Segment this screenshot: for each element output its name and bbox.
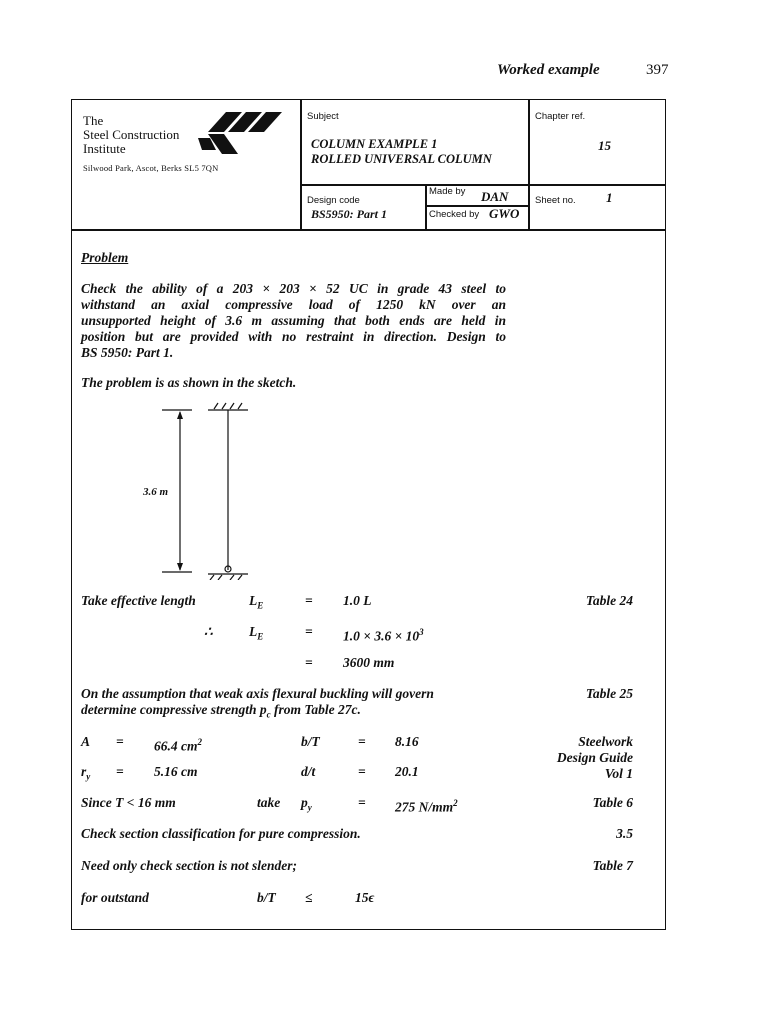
subject-line: COLUMN EXAMPLE 1: [311, 137, 438, 151]
subscript: y: [86, 771, 91, 782]
dt-value: 20.1: [395, 764, 419, 779]
institute-address: Silwood Park, Ascot, Berks SL5 7QN: [83, 163, 219, 173]
design-code-value: BS5950: Part 1: [311, 207, 388, 221]
divider: [300, 184, 666, 186]
symbol: p: [301, 795, 308, 810]
symbol: L: [249, 593, 258, 608]
a-value: [154, 734, 202, 755]
therefore-symbol: ∴: [204, 624, 213, 639]
effective-length-value-1: 1.0 L: [343, 593, 372, 608]
chapter-value: 15: [598, 138, 611, 153]
sheet-value: 1: [606, 190, 613, 205]
check-classification: Check section classification for pure compression.: [81, 826, 361, 841]
institute-line: Steel Construction: [83, 127, 180, 142]
made-by-value: DAN: [481, 189, 509, 204]
ref-steelwork-design-guide: [500, 734, 633, 782]
problem-line: position but are provided with no restraint in direction. Design to: [81, 329, 506, 344]
subscript: y: [307, 802, 312, 813]
symbol: L: [249, 624, 258, 639]
superscript: 3: [419, 627, 424, 637]
bt-symbol: b/T: [301, 734, 320, 749]
outstand-value: 15ϵ: [355, 890, 375, 905]
a-symbol: A: [81, 734, 91, 749]
ref-table-24: Table 24: [585, 593, 633, 608]
superscript: 2: [453, 798, 458, 808]
ry-symbol: [81, 764, 90, 785]
effective-length-value-2: [343, 624, 424, 645]
divider: [528, 100, 530, 229]
equals: =: [116, 764, 124, 779]
divider: [425, 184, 427, 229]
equals: =: [116, 734, 124, 749]
assumption-text: [81, 686, 434, 723]
ref-line: Steelwork: [578, 734, 633, 749]
take-text: take: [257, 795, 281, 810]
assumption-line: [81, 702, 434, 723]
value: 66.4 cm: [154, 738, 198, 754]
sheet-label: Sheet no.: [535, 195, 576, 206]
sketch-intro: The problem is as shown in the sketch.: [81, 375, 297, 390]
made-by-label: Made by: [429, 186, 466, 197]
divider: [300, 100, 302, 229]
need-check: Need only check section is not slender;: [81, 858, 297, 873]
divider: [71, 229, 666, 231]
equals: =: [305, 593, 313, 608]
problem-line: unsupported height of 3.6 m assuming that both ends are held in: [81, 313, 506, 328]
subscript: c: [266, 709, 271, 720]
sci-logo-icon: [198, 110, 288, 156]
ref-3-5: 3.5: [616, 826, 633, 841]
text: determine compressive strength p: [81, 702, 267, 717]
value: 1.0 × 3.6 × 10: [343, 628, 420, 644]
outstand-label: for outstand: [81, 890, 149, 905]
institute-name: [83, 114, 179, 156]
superscript: 2: [197, 737, 202, 747]
outstand-symbol: b/T: [257, 890, 276, 905]
problem-line: BS 5950: Part 1.: [81, 345, 174, 360]
since-text: Since T < 16 mm: [81, 795, 176, 810]
chapter-label: Chapter ref.: [535, 111, 586, 122]
design-code-label: Design code: [307, 195, 360, 206]
page-number: 397: [646, 62, 669, 78]
page-header-title: Worked example: [497, 62, 600, 78]
le-symbol: [249, 593, 263, 614]
equals: =: [305, 655, 313, 670]
subscript: E: [257, 600, 264, 611]
institute-line: Institute: [83, 141, 126, 156]
py-symbol: [301, 795, 312, 816]
symbol: r: [81, 764, 87, 779]
assumption-line: On the assumption that weak axis flexural buckling will govern: [81, 686, 434, 701]
subject-value: [311, 137, 492, 167]
text: from Table 27c.: [270, 702, 361, 717]
ry-value: 5.16 cm: [154, 764, 198, 779]
sketch-dimension: 3.6 m: [143, 486, 169, 498]
institute-line: The: [83, 113, 104, 128]
subscript: E: [257, 631, 264, 642]
subject-line: ROLLED UNIVERSAL COLUMN: [311, 152, 492, 166]
bt-value: 8.16: [395, 734, 419, 749]
effective-length-value-3: 3600 mm: [343, 655, 395, 670]
ref-table-7: Table 7: [592, 858, 633, 873]
problem-line: Check the ability of a 203 × 203 × 52 UC in grade 43 steel to: [81, 281, 506, 296]
py-value: [395, 795, 458, 816]
value: 275 N/mm: [395, 799, 454, 815]
equals: =: [358, 734, 366, 749]
leq-symbol: ≤: [305, 890, 313, 905]
problem-text: [81, 281, 506, 361]
problem-heading: Problem: [81, 250, 129, 265]
le-symbol: [249, 624, 263, 645]
ref-table-25: Table 25: [585, 686, 633, 701]
equals: =: [358, 764, 366, 779]
effective-length-label: Take effective length: [81, 593, 196, 608]
dt-symbol: d/t: [301, 764, 316, 779]
equals: =: [305, 624, 313, 639]
subject-label: Subject: [307, 111, 339, 122]
ref-table-6: Table 6: [592, 795, 633, 810]
ref-line: Design Guide: [556, 750, 633, 765]
ref-line: Vol 1: [604, 766, 633, 781]
equals: =: [358, 795, 366, 810]
checked-by-value: GWO: [489, 206, 520, 221]
problem-line: withstand an axial compressive load of 1250 kN over an: [81, 297, 506, 312]
checked-by-label: Checked by: [429, 209, 480, 220]
